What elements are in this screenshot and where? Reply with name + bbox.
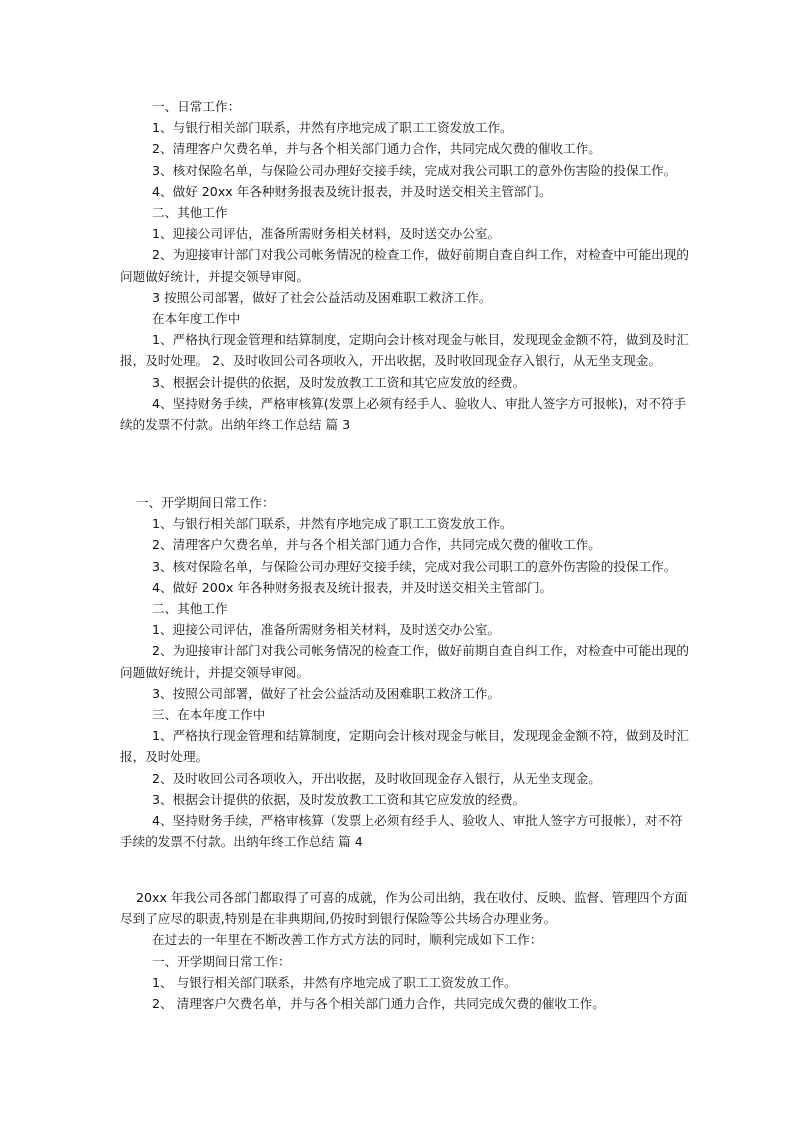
heading-semester-daily-work: 一、开学期间日常工作： [136, 495, 275, 510]
paragraph: 4、做好 200x 年各种财务报表及统计报表，并及时送交相关主管部门。 [152, 579, 553, 595]
heading-other-work: 二、其他工作 [152, 205, 228, 221]
paragraph: 1、严格执行现金管理和结算制度，定期向会计核对现金与帐目，发现现金金额不符，做到及时汇报，及时处理。 [120, 728, 689, 765]
section-annual-summary-2 [120, 96, 694, 435]
paragraph: 3、核对保险名单，与保险公司办理好交接手续，完成对我公司职工的意外伤害险的投保工作。 [152, 558, 677, 574]
paragraph-intro: 20xx 年我公司各部门都取得了可喜的成就，作为公司出纳，我在收付、反映、监督、管理四个方面尽到了应尽的职责,特别是在非典期间,仍按时到银行保险等公共场合办理业务。 [120, 890, 688, 927]
paragraph: 1、与银行相关部门联系，井然有序地完成了职工工资发放工作。 [152, 120, 513, 136]
paragraph: 1、严格执行现金管理和结算制度，定期向会计核对现金与帐目，发现现金金额不符，做到及时汇报，及时处理。 2、及时收回公司各项收入，开出收据，及时收回现金存入银行，从无坐支现金。 [120, 332, 689, 369]
section-annual-summary-4 [120, 887, 694, 1014]
heading-semester-daily-work: 一、开学期间日常工作： [152, 953, 291, 969]
paragraph: 1、迎接公司评估，准备所需财务相关材料，及时送交办公室。 [152, 622, 501, 638]
section-annual-summary-3 [120, 492, 694, 852]
paragraph: 2、及时收回公司各项收入，开出收据，及时收回现金存入银行，从无坐支现金。 [152, 770, 601, 786]
paragraph: 1、 与银行相关部门联系，井然有序地完成了职工工资发放工作。 [152, 974, 517, 990]
heading-other-work: 二、其他工作 [152, 601, 228, 617]
paragraph: 2、为迎接审计部门对我公司帐务情况的检查工作，做好前期自查自纠工作，对检查中可能出现的问题做好统计，并提交领导审阅。 [120, 247, 689, 284]
paragraph: 4、做好 20xx 年各种财务报表及统计报表，并及时送交相关主管部门。 [152, 183, 552, 199]
paragraph: 4、坚持财务手续，严格审核算（发票上必须有经手人、验收人、审批人签字方可报帐），对不符手续的发票不付款。出纳年终工作总结 篇 4 [120, 813, 683, 850]
paragraph: 2、为迎接审计部门对我公司帐务情况的检查工作，做好前期自查自纠工作，对检查中可能出现的问题做好统计，并提交领导审阅。 [120, 643, 689, 680]
paragraph: 2、清理客户欠费名单，并与各个相关部门通力合作，共同完成欠费的催收工作。 [152, 537, 601, 553]
paragraph: 3、根据会计提供的依据，及时发放教工工资和其它应发放的经费。 [152, 791, 526, 807]
paragraph: 4、坚持财务手续，严格审核算(发票上必须有经手人、验收人、审批人签字方可报帐)，对不符手续的发票不付款。出纳年终工作总结 篇 3 [120, 395, 687, 433]
heading-this-year-work: 三、在本年度工作中 [152, 707, 266, 723]
paragraph: 1、迎接公司评估，准备所需财务相关材料，及时送交办公室。 [152, 226, 501, 242]
paragraph: 3、按照公司部署，做好了社会公益活动及困难职工救济工作。 [152, 685, 501, 701]
paragraph: 3、根据会计提供的依据，及时发放教工工资和其它应发放的经费。 [152, 374, 526, 390]
paragraph: 3、核对保险名单，与保险公司办理好交接手续，完成对我公司职工的意外伤害险的投保工作。 [152, 162, 677, 178]
paragraph: 2、清理客户欠费名单，并与各个相关部门通力合作，共同完成欠费的催收工作。 [152, 141, 601, 157]
paragraph: 2、 清理客户欠费名单，并与各个相关部门通力合作，共同完成欠费的催收工作。 [152, 996, 605, 1012]
heading-this-year-work: 在本年度工作中 [152, 311, 241, 327]
paragraph: 1、与银行相关部门联系，井然有序地完成了职工工资发放工作。 [152, 516, 513, 532]
heading-daily-work: 一、日常工作： [152, 99, 241, 114]
paragraph: 在过去的一年里在不断改善工作方式方法的同时，顺利完成如下工作： [152, 932, 543, 948]
paragraph: 3 按照公司部署，做好了社会公益活动及困难职工救济工作。 [152, 289, 492, 305]
